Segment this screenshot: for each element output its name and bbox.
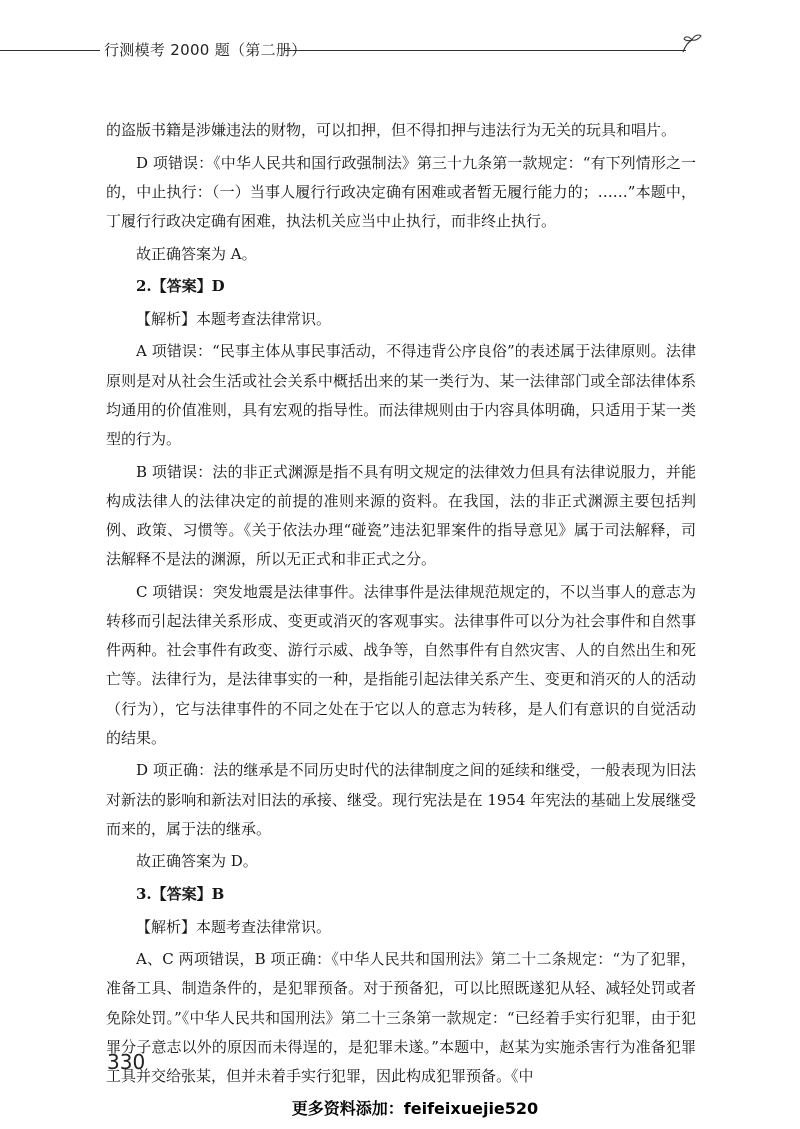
paragraph-option-d-q2: D 项正确：法的继承是不同历史时代的法律制度之间的延续和继受，一般表现为旧法对新法的影响和新法对旧法的承接、继受。现行宪法是在 1954 年宪法的基础上发展继受而来的，属于法的继承。 bbox=[106, 761, 696, 838]
paragraph-option-a-q2: A 项错误：“民事主体从事民事活动，不得违背公序良俗”的表述属于法律原则。法律原则是对从社会生活或社会关系中概括出来的某一类行为、某一法律部门或全部法律体系均通用的价值准则，具有宏观的指导性。而法律规则由于内容具体明确，只适用于某一类型的行为。 bbox=[106, 342, 696, 448]
paragraph-option-c-q2: C 项错误：突发地震是法律事件。法律事件是法律规范规定的，不以当事人的意志为转移而引起法律关系形成、变更或消灭的客观事实。法律事件可以分为社会事件和自然事件两种。社会事件有政变、游行示威、战争等，自然事件有自然灾害、人的自然出生和死亡等。法律行为，是法律事实的一种，是指能引起法律关系产生、变更和消灭的人的活动（行为），它与法律事件的不同之处在于它以人的意志为转移，是人们有意识的自觉活动的结果。 bbox=[106, 582, 696, 747]
watermark-text: 更多资料添加：feifeixuejie520 bbox=[291, 1099, 539, 1118]
paragraph-continuation: 的盗版书籍是涉嫌违法的财物，可以扣押，但不得扣押与违法行为无关的玩具和唱片。 bbox=[106, 121, 677, 139]
answer-heading-q2: 2.【答案】D bbox=[136, 277, 225, 296]
header-title: 行测模考 2000 题（第二册） bbox=[104, 41, 307, 59]
page-body bbox=[106, 116, 696, 1095]
sprout-icon bbox=[680, 32, 704, 56]
analysis-heading-q2: 【解析】本题考查法律常识。 bbox=[136, 309, 332, 328]
header-rule-right bbox=[284, 50, 686, 51]
answer-heading-q3: 3.【答案】B bbox=[136, 884, 225, 903]
paragraph-answer-q1: 故正确答案为 A。 bbox=[136, 244, 257, 263]
paragraph-option-d-q1: D 项错误：《中华人民共和国行政强制法》第三十九条第一款规定：“有下列情形之一的，中止执行：（一）当事人履行行政决定确有困难或者暂无履行能力的；……”本题中，丁履行行政决定确有困难，执法机关应当中止执行，而非终止执行。 bbox=[106, 153, 696, 230]
analysis-heading-q3: 【解析】本题考查法律常识。 bbox=[136, 917, 332, 936]
running-header bbox=[0, 38, 800, 62]
paragraph-option-ac-q3: A、C 两项错误，B 项正确：《中华人民共和国刑法》第二十二条规定：“为了犯罪，准备工具、制造条件的，是犯罪预备。对于预备犯，可以比照既遂犯从轻、减轻处罚或者免除处罚。”《中华人民共和国刑法》第二十三条第一款规定：“已经着手实行犯罪，由于犯罪分子意志以外的原因而未得逞的，是犯罪未遂。”本题中，赵某为实施杀害行为准备犯罪工具并交给张某，但并未着手实行犯罪，因此构成犯罪预备。《中 bbox=[106, 950, 696, 1085]
page-number: 330 bbox=[107, 1050, 146, 1074]
paragraph-option-b-q2: B 项错误：法的非正式渊源是指不具有明文规定的法律效力但具有法律说服力，并能构成法律人的法律决定的前提的准则来源的资料。在我国，法的非正式渊源主要包括判例、政策、习惯等。《关于依法办理“碰瓷”违法犯罪案件的指导意见》属于司法解释，司法解释不是法的渊源，所以无正式和非正式之分。 bbox=[106, 462, 696, 569]
header-rule-left bbox=[0, 50, 100, 51]
paragraph-answer-q2: 故正确答案为 D。 bbox=[136, 852, 258, 871]
